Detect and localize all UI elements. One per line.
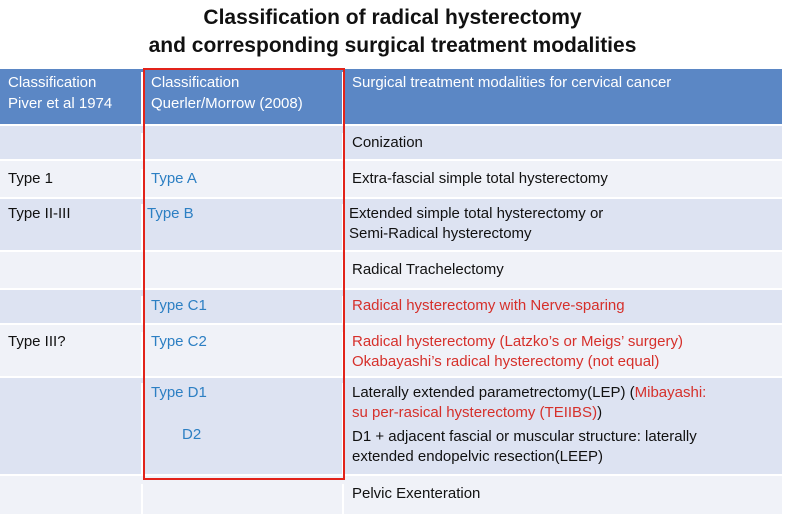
header-querler-line1: Classification <box>151 74 240 91</box>
d1-close-paren: ) <box>597 404 603 421</box>
title-line-1: Classification of radical hysterectomy <box>203 6 582 29</box>
cell-querler <box>143 383 344 474</box>
cell-querler: Type B <box>143 204 344 250</box>
cell-querler <box>143 260 344 288</box>
cell-querler: Type C1 <box>143 296 344 323</box>
cell-piver: Type III? <box>0 332 143 376</box>
header-piver-line1: Classification <box>8 74 97 91</box>
cell-querler <box>143 484 344 514</box>
cell-modality <box>344 204 782 250</box>
cell-modality <box>344 383 782 474</box>
d1-description <box>352 383 782 423</box>
cell-modality: Extra-fascial simple total hysterectomy <box>352 170 608 187</box>
modality-line1: Extended simple total hysterectomy or <box>349 205 604 222</box>
header-modalities: Surgical treatment modalities for cervical cancer <box>352 74 672 91</box>
d2-line2: extended endopelvic resection(LEEP) <box>352 448 603 465</box>
table-row <box>0 161 782 199</box>
table-row <box>0 325 782 378</box>
classification-table <box>0 69 782 514</box>
cell-querler: Type A <box>143 169 344 197</box>
header-piver <box>0 72 143 124</box>
table-header-row <box>0 69 782 126</box>
modality-line2: Semi-Radical hysterectomy <box>349 225 532 242</box>
table-row <box>0 199 782 252</box>
cell-piver <box>0 260 143 288</box>
cell-modality <box>344 332 782 376</box>
d1-red-text-line2: su per-rasical hysterectomy (TEIIBS) <box>352 404 598 421</box>
cell-piver <box>0 133 143 159</box>
table-row <box>0 126 782 161</box>
header-piver-line2: Piver et al 1974 <box>8 95 113 112</box>
cell-modality: Radical hysterectomy with Nerve-sparing <box>352 297 625 314</box>
modality-line2: Okabayashi’s radical hysterectomy (not equal) <box>352 353 660 370</box>
table-row <box>0 476 782 514</box>
cell-modality: Conization <box>352 134 423 151</box>
cell-modality: Pelvic Exenteration <box>352 485 481 502</box>
title-line-2: and corresponding surgical treatment modalities <box>148 34 637 57</box>
page-title <box>0 4 785 60</box>
header-querler-line2: Querler/Morrow (2008) <box>151 95 303 112</box>
table-row <box>0 290 782 325</box>
table-row <box>0 378 782 476</box>
d1-red-text: Mibayashi: <box>634 384 707 401</box>
header-querler <box>143 72 344 124</box>
d1-text: Laterally extended parametrectomy(LEP) ( <box>352 384 635 401</box>
cell-piver <box>0 383 143 474</box>
modality-line1: Radical hysterectomy (Latzko’s or Meigs’ surgery) <box>352 333 683 350</box>
d2-description <box>352 427 782 467</box>
cell-piver: Type II-III <box>0 204 143 250</box>
cell-modality: Radical Trachelectomy <box>352 261 504 278</box>
cell-piver <box>0 484 143 514</box>
cell-querler: Type C2 <box>143 332 344 376</box>
cell-piver: Type 1 <box>0 169 143 197</box>
d2-line1: D1 + adjacent fascial or muscular structure: laterally <box>352 428 697 445</box>
querler-d1: Type D1 <box>151 384 207 401</box>
table-row <box>0 252 782 290</box>
cell-piver <box>0 296 143 323</box>
querler-d2: D2 <box>182 426 202 443</box>
cell-querler <box>143 133 344 159</box>
